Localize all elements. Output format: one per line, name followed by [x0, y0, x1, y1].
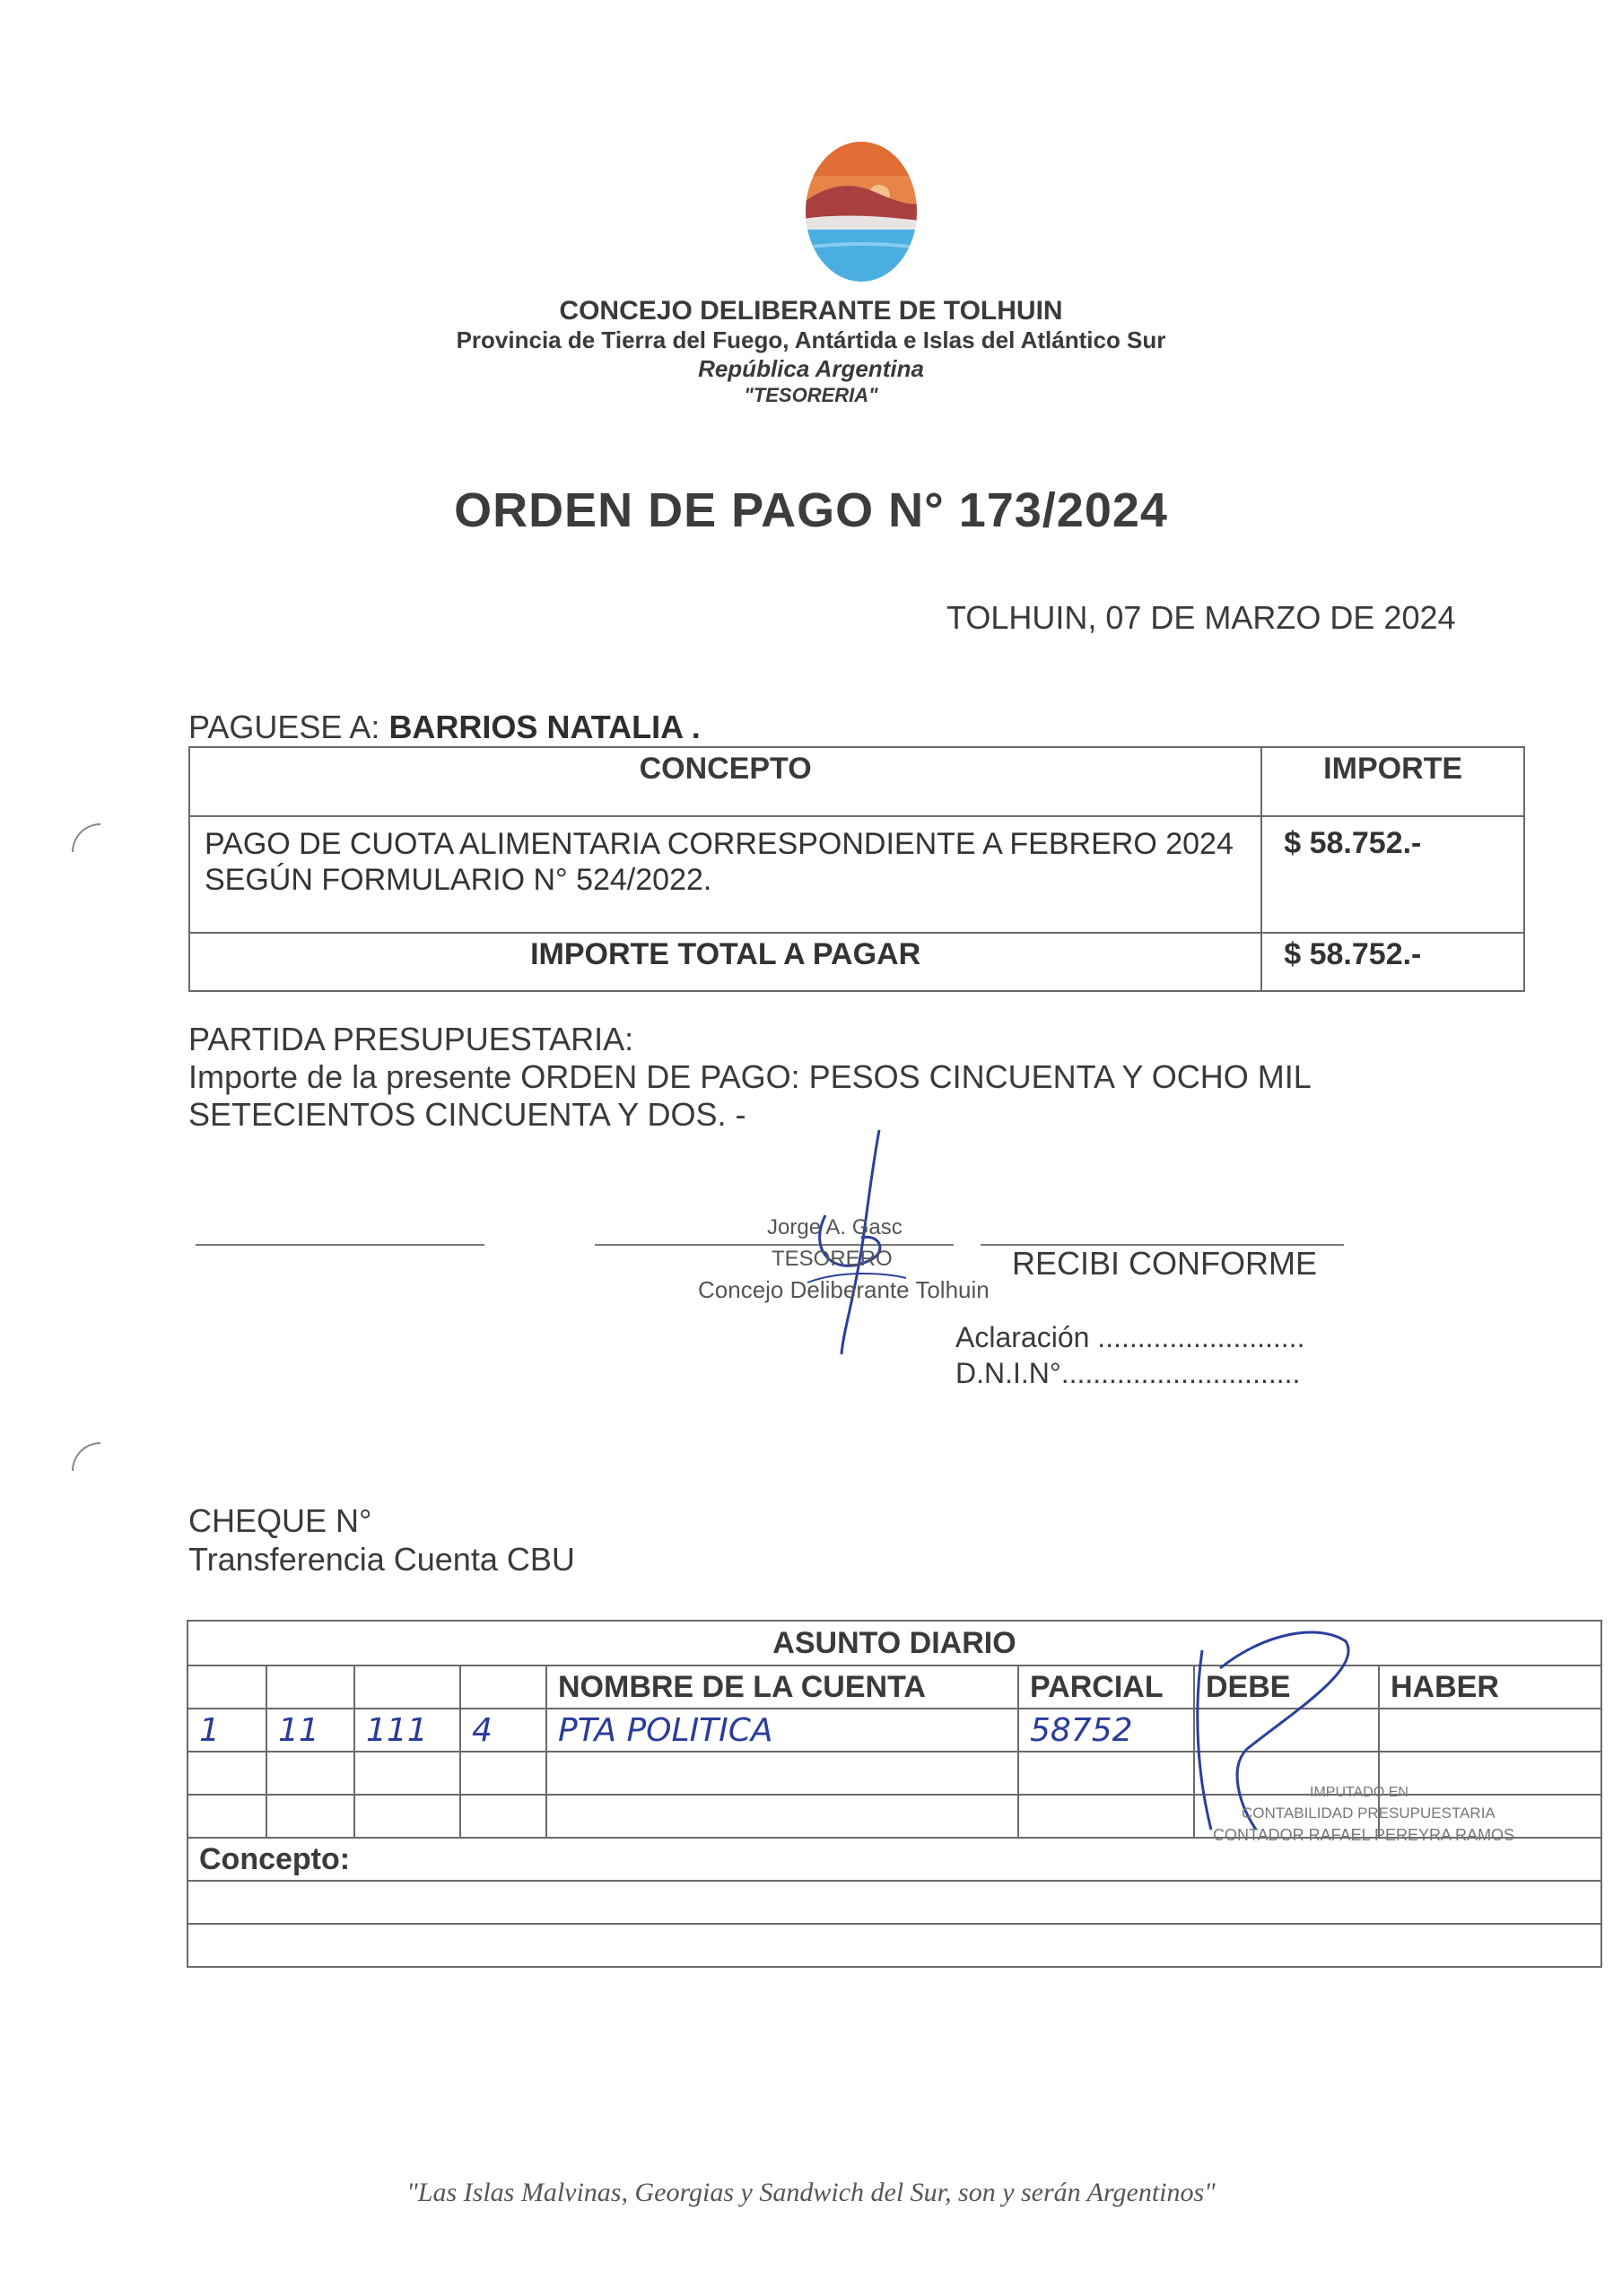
- signer-org: Concejo Deliberante Tolhuin: [698, 1276, 990, 1303]
- country-name: República Argentina: [698, 355, 924, 382]
- payee-line: [188, 709, 701, 746]
- asunto-title: ASUNTO DIARIO: [187, 1621, 1601, 1665]
- org-name: CONCEJO DELIBERANTE DE TOLHUIN: [559, 296, 1063, 326]
- punch-hole-mark: [72, 1442, 100, 1471]
- payee-name: BARRIOS NATALIA .: [388, 709, 701, 745]
- concept-amount: $ 58.752.-: [1261, 816, 1524, 933]
- table-row: [187, 1881, 1601, 1924]
- council-logo-icon: [803, 140, 920, 283]
- total-row: [189, 933, 1524, 991]
- cheque-label: CHEQUE N°: [188, 1502, 372, 1539]
- document-date: TOLHUIN, 07 DE MARZO DE 2024: [946, 599, 1456, 636]
- col-nombre-cuenta: NOMBRE DE LA CUENTA: [546, 1665, 1018, 1709]
- col-concepto: CONCEPTO: [189, 747, 1261, 816]
- province-name: Provincia de Tierra del Fuego, Antártida e Islas del Atlántico Sur: [456, 326, 1166, 353]
- hand-cell-3: 111: [354, 1709, 460, 1752]
- col-importe: IMPORTE: [1261, 747, 1524, 816]
- department-name: "TESORERIA": [744, 384, 878, 406]
- hand-account-name: PTA POLITICA: [546, 1709, 1018, 1752]
- document-title: ORDEN DE PAGO N° 173/2024: [454, 483, 1168, 537]
- concept-table: [188, 746, 1525, 992]
- hand-cell-1: 1: [187, 1709, 266, 1752]
- stamp-line-1: IMPUTADO EN: [1310, 1785, 1408, 1800]
- concept-description: PAGO DE CUOTA ALIMENTARIA CORRESPONDIENTE A FEBRERO 2024 SEGÚN FORMULARIO N° 524/2022.: [189, 816, 1261, 933]
- hand-cell-2: 11: [266, 1709, 354, 1752]
- transfer-label: Transferencia Cuenta CBU: [188, 1541, 575, 1578]
- table-row: [187, 1709, 1601, 1752]
- treasurer-signature-icon: [789, 1126, 915, 1359]
- table-row: [187, 1924, 1601, 1967]
- partida-text: Importe de la presente ORDEN DE PAGO: PESOS CINCUENTA Y OCHO MIL SETECIENTOS CINCUENTA Y DOS. -: [188, 1058, 1311, 1133]
- table-header-row: [187, 1665, 1601, 1709]
- total-amount: $ 58.752.-: [1261, 933, 1524, 991]
- col-parcial: PARCIAL: [1018, 1665, 1194, 1709]
- hand-cell-4: 4: [460, 1709, 546, 1752]
- signer-role: TESORERO: [772, 1247, 893, 1271]
- col-debe: DEBE: [1194, 1665, 1379, 1709]
- punch-hole-mark: [72, 823, 100, 852]
- stamp-line-3: CONTADOR RAFAEL PEREYRA RAMOS: [1213, 1826, 1515, 1844]
- hand-parcial: 58752: [1018, 1709, 1194, 1752]
- table-row: [189, 816, 1524, 933]
- dni-field: D.N.I.N°..............................: [955, 1357, 1301, 1389]
- concepto-label: Concepto:: [187, 1838, 1601, 1881]
- partida-label: PARTIDA PRESUPUESTARIA:: [188, 1021, 634, 1057]
- aclaracion-field: Aclaración ..........................: [955, 1321, 1305, 1353]
- col-haber: HABER: [1379, 1665, 1601, 1709]
- signer-name: Jorge A. Gasc: [767, 1215, 903, 1239]
- footer-motto: "Las Islas Malvinas, Georgias y Sandwich del Sur, son y serán Argentinos": [406, 2178, 1216, 2207]
- total-label: IMPORTE TOTAL A PAGAR: [189, 933, 1261, 991]
- signature-line-1: [196, 1244, 484, 1246]
- recibi-conforme: RECIBI CONFORME: [1012, 1245, 1318, 1282]
- payee-label: PAGUESE A:: [188, 709, 380, 745]
- stamp-line-2: CONTABILIDAD PRESUPUESTARIA: [1242, 1805, 1496, 1822]
